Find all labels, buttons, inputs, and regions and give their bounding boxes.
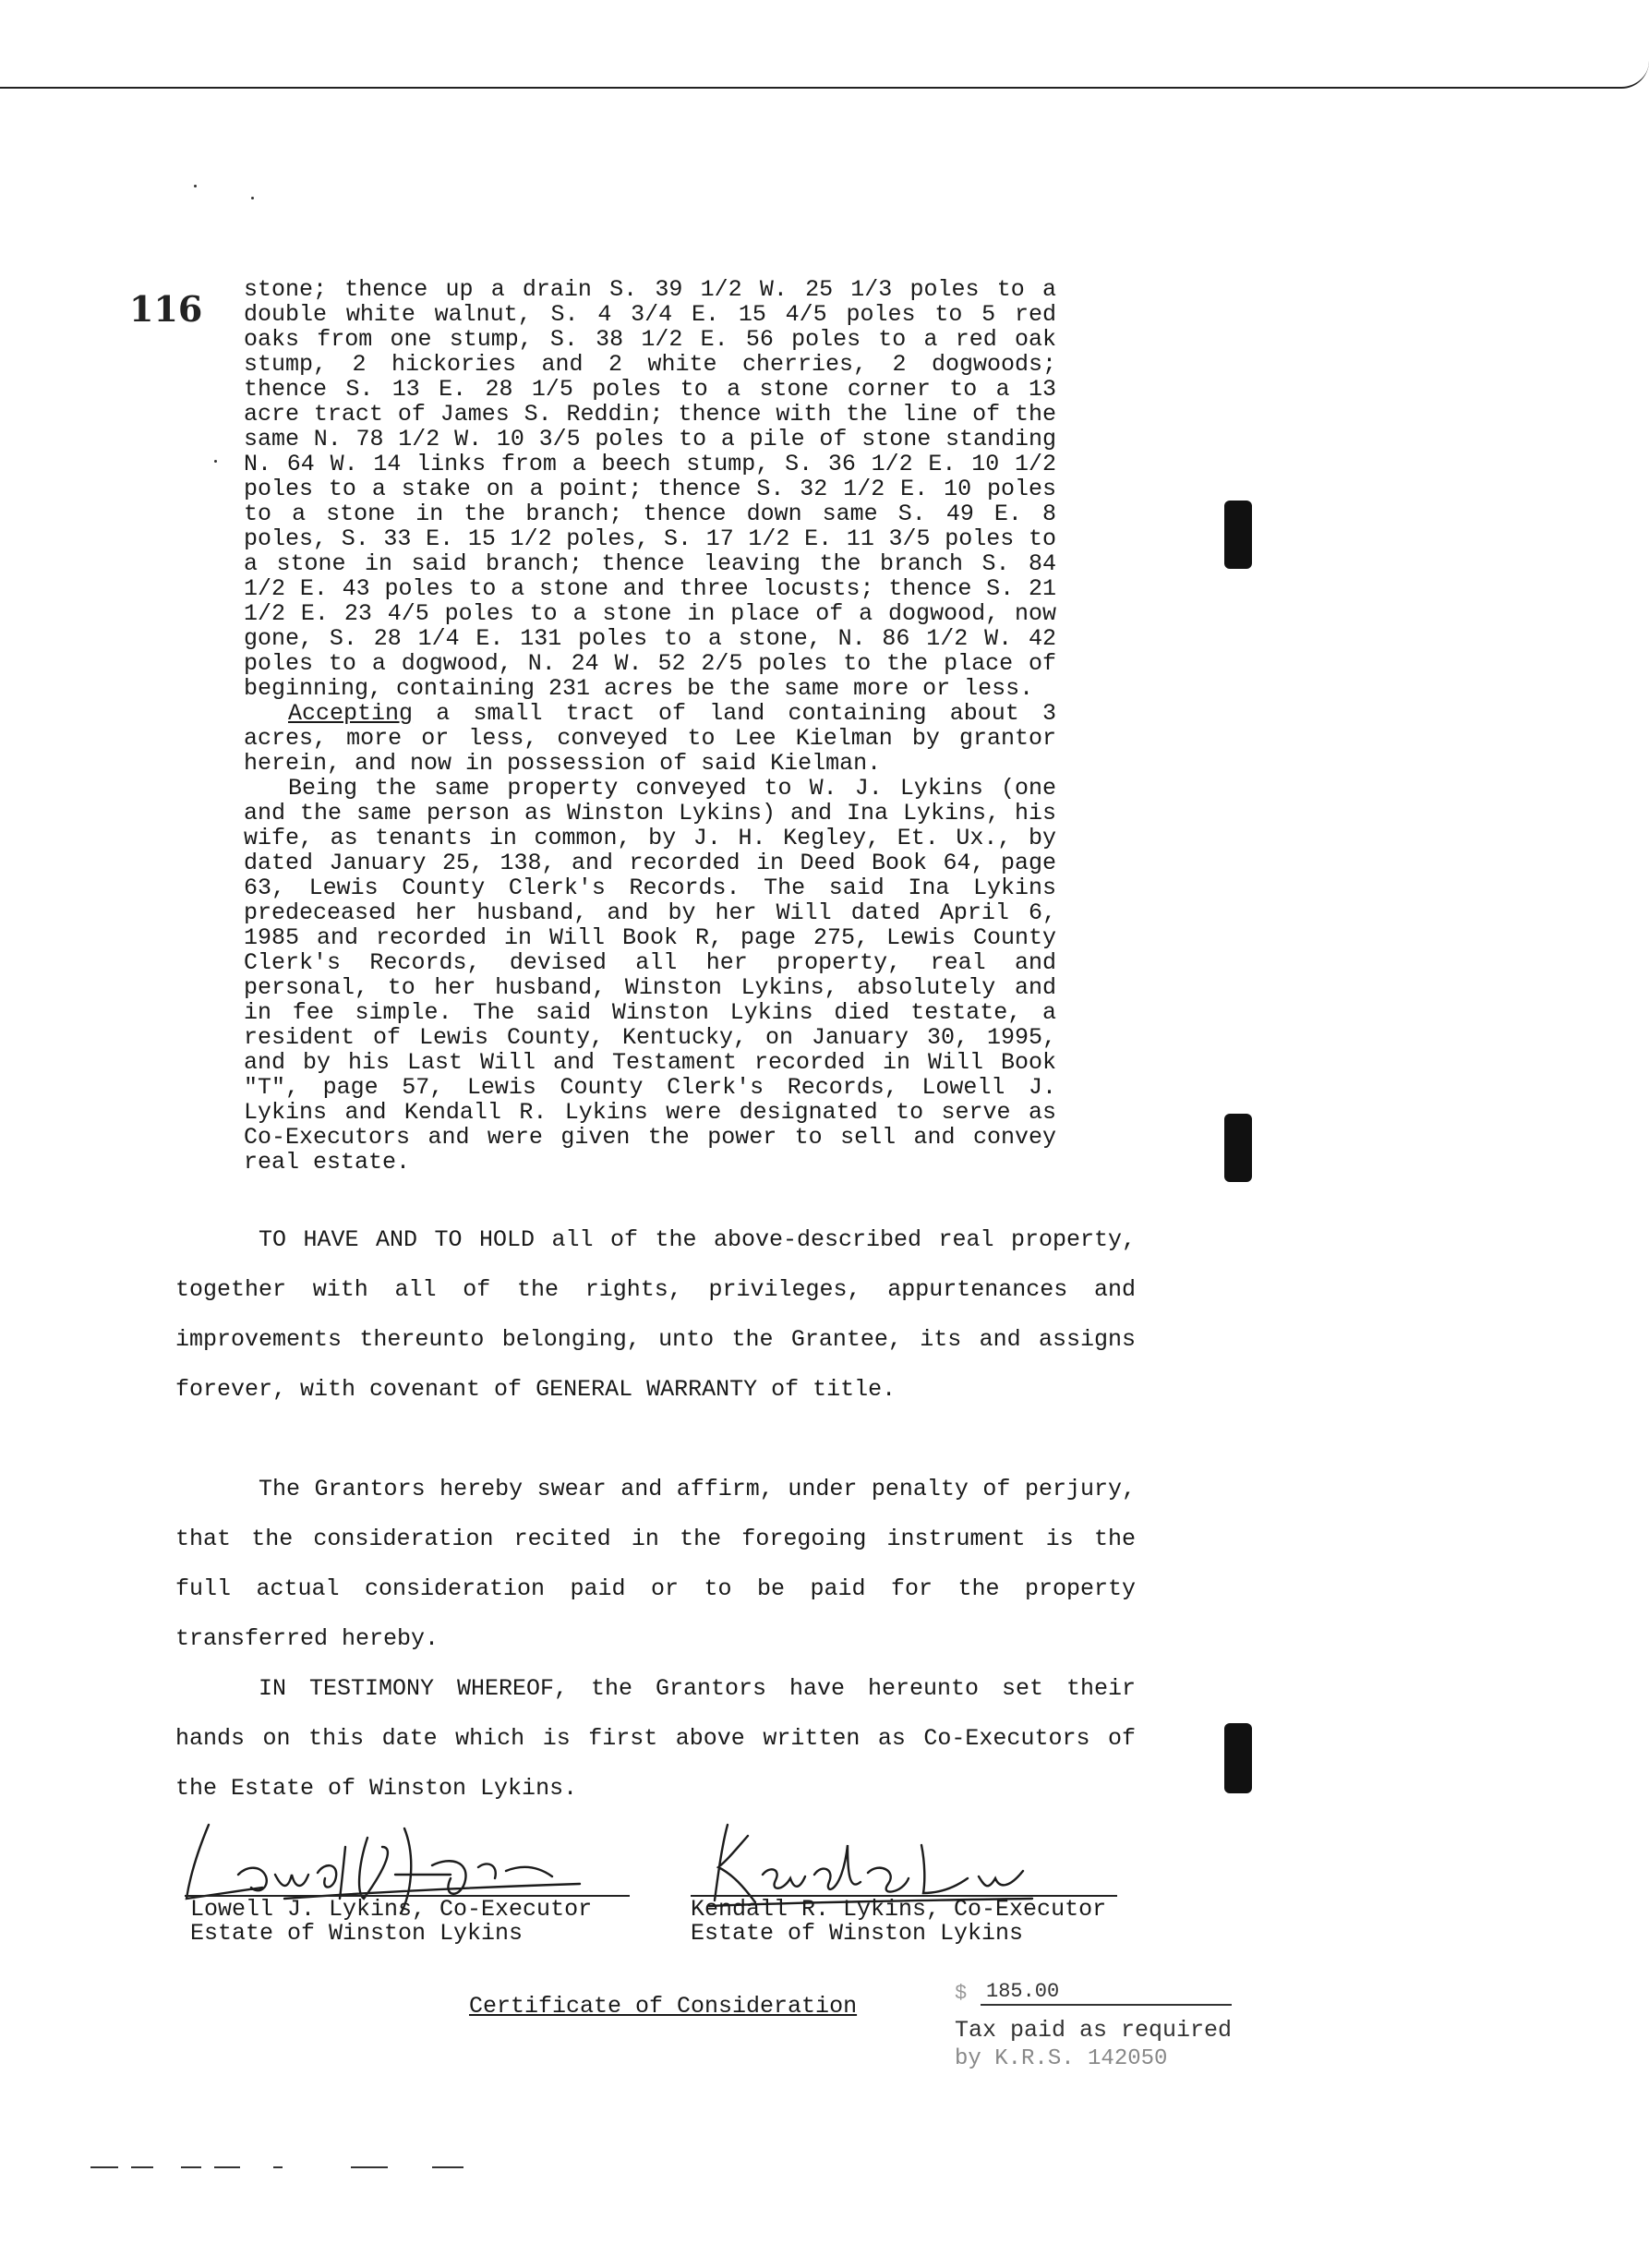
stamp-line-1: Tax paid as required [955,2017,1233,2044]
habendum-clause: TO HAVE AND TO HOLD all of the above-described real property, together with all of the rights, privileges, appurtenances and improvements thereunto belonging, unto the Grantee, its and assigns forever, with covenant of GENERAL WARRANTY of title. [175,1226,1136,1403]
signer-name-lowell: Lowell J. Lykins, Co-Executor [190,1896,593,1923]
source-of-title-paragraph: Being the same property conveyed to W. J. Lykins (one and the same person as Winston Lykins) and Ina Lykins, his wife, as tenants in common, by J. H. Kegley, Et. Ux., by dated January 25, 138, and recorded in Deed Book 64, page 63, Lewis County Clerk's Records. The said Ina Lykins predeceased her husband, and by her Will dated April 6, 1985 and recorded in Will Book R, page 275, Lewis County Clerk's Records, devised all her property, real and personal, to her husband, Winston Lykins, absolutely and in fee simple. The said Winston Lykins died testate, a resident of Lewis County, Kentucky, on January 30, 1995, and by his Last Will and Testament recorded in Will Book "T", page 57, Lewis County Clerk's Records, Lowell J. Lykins and Kendall R. Lykins were designated to serve as Co-Executors and were given the power to sell and convey real estate. [244,775,1056,1176]
scan-margin-mark [1224,1723,1252,1793]
scan-bottom-dash [432,2166,463,2168]
scan-bottom-dash [273,2166,283,2168]
scan-speck [214,460,217,463]
scan-speck [251,197,254,199]
signer-estate-kendall: Estate of Winston Lykins [691,1920,1024,1947]
metes-and-bounds-paragraph: stone; thence up a drain S. 39 1/2 W. 25 1/3 poles to a double white walnut, S. 4 3/4 E. 15 4/5 poles to 5 red oaks from one stump, S. 38 1/2 E. 56 poles to a red oak stump, 2 hickories and 2 white cherries, 2 dogwoods; thence S. 13 E. 28 1/5 poles to a stone corner to a 13 acre tract of James S. Reddin; thence with the line of the same N. 78 1/2 W. 10 3/5 poles to a pile of stone standing N. 64 W. 14 links from a beech stump, S. 36 1/2 E. 10 1/2 poles to a stake on a point; thence S. 32 1/2 E. 10 poles to a stone in the branch; thence down same S. 49 E. 8 poles, S. 33 E. 15 1/2 poles, S. 17 1/2 E. 11 3/5 poles to a stone in said branch; thence leaving the branch S. 84 1/2 E. 43 poles to a stone and three locusts; thence S. 21 1/2 E. 23 4/5 poles to a stone in place of a dogwood, now gone, S. 28 1/4 E. 131 poles to a stone, N. 86 1/2 W. 42 poles to a dogwood, N. 24 W. 52 2/5 poles to the place of beginning, containing 231 acres be the same more or less. [244,276,1056,702]
property-description [244,277,1056,1175]
scan-bottom-dash [90,2166,118,2168]
scan-bottom-dash [181,2166,201,2168]
signer-estate-lowell: Estate of Winston Lykins [190,1920,524,1947]
scan-bottom-dash [214,2166,240,2168]
signer-name-kendall: Kendall R. Lykins, Co-Executor [691,1896,1107,1923]
stamp-amount-line [981,2004,1232,2006]
scan-top-edge [0,0,1649,89]
scan-margin-mark [1224,501,1252,569]
certificate-title: Certificate of Consideration [469,1993,858,2020]
accepting-paragraph [244,701,1056,776]
deed-clauses [175,1215,1136,1415]
scan-bottom-dash [351,2166,388,2168]
oath-clause: The Grantors hereby swear and affirm, under penalty of perjury, that the consideration recited in the foregoing instrument is the full actual consideration paid or to be paid for the property transferred hereby. [175,1476,1136,1652]
deed-clauses [175,1465,1136,1664]
deed-clauses [175,1664,1136,1814]
stamp-dollar-sign: $ [955,1982,968,2005]
stamp-amount: 185.00 [986,1980,1060,2003]
page-number: 116 [129,288,203,330]
scan-margin-mark [1224,1114,1252,1182]
stamp-line-2: by K.R.S. 142050 [955,2046,1168,2071]
scan-speck [194,185,197,187]
accepting-text: a small tract of land containing about 3 acres, more or less, conveyed to Lee Kielman by grantor herein, and now in possession of said Kielman. [244,700,1056,777]
scan-bottom-dash [131,2166,153,2168]
testimonium-clause: IN TESTIMONY WHEREOF, the Grantors have hereunto set their hands on this date which is first above written as Co-Executors of the Estate of Winston Lykins. [175,1675,1136,1802]
accepting-lead: Accepting [288,700,414,727]
